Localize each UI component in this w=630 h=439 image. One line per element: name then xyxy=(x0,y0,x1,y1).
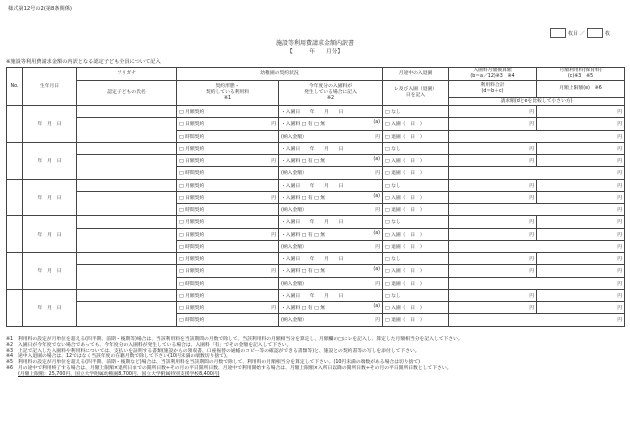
birth-date-field[interactable]: 年 月 日 xyxy=(23,216,77,253)
document-title: 施設等利用費請求金額内訳書 xyxy=(275,40,354,47)
mid-none: □ なし xyxy=(383,289,449,301)
fee-paid: (納入金額） 円 xyxy=(279,167,383,179)
mid-none: □ なし xyxy=(383,106,449,118)
calc-d-field[interactable]: 円 xyxy=(449,302,537,314)
child-name-field[interactable] xyxy=(77,302,177,327)
child-name-field[interactable] xyxy=(77,155,177,180)
birth-date-field[interactable]: 年 月 日 xyxy=(23,253,77,290)
calc-b-field[interactable]: 円 xyxy=(449,106,537,118)
contract-hourly: □ 時間契約 xyxy=(177,277,279,289)
upper-e-field[interactable]: 円 xyxy=(537,118,625,130)
contract-monthly: □ 月額契約 xyxy=(177,289,279,301)
claim-field[interactable]: 円 xyxy=(449,204,625,216)
fee-date[interactable]: ・入園日 年 月 日 xyxy=(279,106,383,118)
fee-date[interactable]: ・入園日 年 月 日 xyxy=(279,289,383,301)
contract-hourly: □ 時間契約 xyxy=(177,130,279,142)
top-note: ※施設等利用費請求金額の内訳となる認定子ども全員について記入 xyxy=(6,59,161,65)
header-upper-e: 月額上限額(e) ※6 xyxy=(537,81,625,98)
fee-paid: (納入金額） 円 xyxy=(279,130,383,142)
upper-c-field[interactable]: 円 xyxy=(537,179,625,191)
child-name-field[interactable] xyxy=(77,118,177,143)
breakdown-table xyxy=(6,67,625,327)
claim-field[interactable]: 円 xyxy=(449,130,625,142)
contract-daily: □ 日額契約 円 xyxy=(177,118,279,130)
footnote-key: ※6 xyxy=(6,365,14,371)
birth-date-field[interactable]: 年 月 日 xyxy=(23,289,77,326)
fee-amount: ・入園料 □ 有 □ 無 (a) xyxy=(279,155,383,167)
fee-date[interactable]: ・入園日 年 月 日 xyxy=(279,179,383,191)
child-row xyxy=(7,142,625,154)
furigana-field[interactable] xyxy=(77,179,177,191)
furigana-field[interactable] xyxy=(77,216,177,228)
furigana-field[interactable] xyxy=(77,142,177,154)
contract-monthly: □ 月額契約 xyxy=(177,106,279,118)
footnote-key: ※1 xyxy=(6,337,14,342)
footnote-text: 利用料の設定が月単位を超える(四半期、前期・後期等)場合は、当該利用料を当該期間の月数で除して、当該利用料の月額相当分を算定し、月額欄の□にレを記入し、算定した月額相当分を記入して下さい。 xyxy=(18,337,463,342)
calc-d-field[interactable]: 円 xyxy=(449,191,537,203)
calc-b-field[interactable]: 円 xyxy=(449,289,537,301)
contract-hourly: □ 時間契約 xyxy=(177,204,279,216)
page-counter: 枚目 ／ 枚 xyxy=(550,28,610,38)
footnote-text: 月の途中で利用終了する場合は、月額上限額×退所日までの開所日数÷その月の平日開所日数、月途中で利用開始する場合は、月額上限額×入所日以降の開所日数÷その月の平日開所日数として下さい。 xyxy=(18,365,452,371)
child-row xyxy=(7,253,625,265)
upper-c-field[interactable]: 円 xyxy=(537,142,625,154)
total-sheets-field[interactable] xyxy=(587,28,603,38)
footnote-text: (月額上限額：25,700円、国立大学附属幼稚園8,700円、国立大学附属特別支援学校8,400円) xyxy=(18,371,220,377)
birth-date-field[interactable]: 年 月 日 xyxy=(23,142,77,179)
fee-date[interactable]: ・入園日 年 月 日 xyxy=(279,216,383,228)
footnote xyxy=(6,372,624,378)
upper-e-field[interactable]: 円 xyxy=(537,302,625,314)
mid-enter: □ 入園（ 日 ） xyxy=(383,155,449,167)
calc-d-field[interactable]: 円 xyxy=(449,265,537,277)
fee-paid: (納入金額） 円 xyxy=(279,314,383,326)
mid-enter: □ 入園（ 日 ） xyxy=(383,265,449,277)
header-calc-d: 利用料合計 (d＝b＋c) xyxy=(449,81,537,98)
calc-d-field[interactable]: 円 xyxy=(449,118,537,130)
furigana-field[interactable] xyxy=(77,106,177,118)
contract-daily: □ 日額契約 円 xyxy=(177,302,279,314)
mid-enter: □ 入園（ 日 ） xyxy=(383,191,449,203)
fee-amount: ・入園料 □ 有 □ 無 (a) xyxy=(279,265,383,277)
calc-d-field[interactable]: 円 xyxy=(449,228,537,240)
contract-daily: □ 日額契約 円 xyxy=(177,265,279,277)
upper-c-field[interactable]: 円 xyxy=(537,253,625,265)
mid-enter: □ 入園（ 日 ） xyxy=(383,118,449,130)
header-furigana: フリガナ xyxy=(77,68,177,81)
mid-leave: □ 退園（ 日 ） xyxy=(383,167,449,179)
child-row xyxy=(7,106,625,118)
calc-b-field[interactable]: 円 xyxy=(449,142,537,154)
footnote-key: ※4 xyxy=(6,354,14,360)
fee-paid: (納入金額） 円 xyxy=(279,277,383,289)
contract-monthly: □ 月額契約 xyxy=(177,142,279,154)
total-label: 枚 xyxy=(604,30,610,37)
footnote-text: 利用料の設定が月単位を超える(四半期、前期・後期など)場合は、当該利用料を当該期間の月数で除して、利用料の月額相当分を算定して下さい。(10円未満の端数がある場合は切り捨て) xyxy=(18,360,421,366)
child-name-field[interactable] xyxy=(77,265,177,290)
mid-enter: □ 入園（ 日 ） xyxy=(383,302,449,314)
claim-field[interactable]: 円 xyxy=(449,240,625,252)
child-name-field[interactable] xyxy=(77,191,177,216)
claim-field[interactable]: 円 xyxy=(449,314,625,326)
mid-none: □ なし xyxy=(383,216,449,228)
contract-daily: □ 日額契約 円 xyxy=(177,191,279,203)
upper-e-field[interactable]: 円 xyxy=(537,155,625,167)
footnote-key: ※2 xyxy=(6,342,14,348)
header-enroll-fee: 今年度分の入園料が 発生している場合に記入 ※2 xyxy=(279,81,383,106)
upper-c-field[interactable]: 円 xyxy=(537,289,625,301)
mid-leave: □ 退園（ 日 ） xyxy=(383,277,449,289)
contract-hourly: □ 時間契約 xyxy=(177,314,279,326)
fee-paid: (納入金額） 円 xyxy=(279,240,383,252)
footnote-key: ※5 xyxy=(6,360,14,366)
row-number xyxy=(7,106,23,143)
row-number xyxy=(7,179,23,216)
header-calc-b: 入園料月額換算額 (b＝a／12)※3 ※4 xyxy=(449,68,537,81)
header-claim: 請求額(dとeを比較して小さい方) xyxy=(449,98,625,106)
mid-none: □ なし xyxy=(383,253,449,265)
row-number xyxy=(7,216,23,253)
contract-monthly: □ 月額契約 xyxy=(177,179,279,191)
mid-enter: □ 入園（ 日 ） xyxy=(383,228,449,240)
furigana-field[interactable] xyxy=(77,289,177,301)
mid-leave: □ 退園（ 日 ） xyxy=(383,314,449,326)
mid-leave: □ 退園（ 日 ） xyxy=(383,130,449,142)
furigana-field[interactable] xyxy=(77,253,177,265)
mid-none: □ なし xyxy=(383,179,449,191)
upper-e-field[interactable]: 円 xyxy=(537,228,625,240)
claim-field[interactable]: 円 xyxy=(449,277,625,289)
fee-paid: (納入金額） 円 xyxy=(279,204,383,216)
contract-daily: □ 日額契約 円 xyxy=(177,155,279,167)
upper-c-field[interactable]: 円 xyxy=(537,216,625,228)
contract-monthly: □ 月額契約 xyxy=(177,216,279,228)
calc-d-field[interactable]: 円 xyxy=(449,155,537,167)
row-number xyxy=(7,142,23,179)
calc-b-field[interactable]: 円 xyxy=(449,253,537,265)
fee-amount: ・入園料 □ 有 □ 無 (a) xyxy=(279,302,383,314)
child-name-field[interactable] xyxy=(77,228,177,253)
sheet-number-field[interactable] xyxy=(550,28,566,38)
footnote-text: 入園日が今年度でない場合であっても、今年度分の入園料が発生している場合は、入園料「有」でその金額を記入して下さい。 xyxy=(18,342,292,348)
footnote-key xyxy=(6,372,18,378)
header-mid-detail: レ及び入園（退園） 日を記入 xyxy=(383,81,449,106)
child-row xyxy=(7,289,625,301)
document-month: 【 年 月分】 xyxy=(287,49,343,55)
upper-c-field[interactable]: 円 xyxy=(537,106,625,118)
header-no: No. xyxy=(7,68,23,106)
mid-leave: □ 退園（ 日 ） xyxy=(383,204,449,216)
header-contract-form: 契約形態・ 契約している利用料 ※1 xyxy=(177,81,279,106)
row-number xyxy=(7,253,23,290)
mid-leave: □ 退園（ 日 ） xyxy=(383,240,449,252)
contract-daily: □ 日額契約 円 xyxy=(177,228,279,240)
calc-b-field[interactable]: 円 xyxy=(449,216,537,228)
row-number xyxy=(7,289,23,326)
child-row xyxy=(7,216,625,228)
footnote-text: 途中入退園の場合は、12ではなく当該年度の在籍月数で除して下さい(10円未満の端数切り捨て)。 xyxy=(18,354,231,360)
upper-e-field[interactable]: 円 xyxy=(537,191,625,203)
footnote-text: 上記で記入した入園料や利用料については、支払いを証明する書類(施設からの領収書、口座振替の通帳のコピー等の確認ができる書類等)と、施設との契約書等の写しを添付して下さい。 xyxy=(18,348,420,354)
header-upper-c: 月額利用料(保育料) (c)※3 ※5 xyxy=(537,68,625,81)
fee-date[interactable]: ・入園日 年 月 日 xyxy=(279,253,383,265)
fee-amount: ・入園料 □ 有 □ 無 (a) xyxy=(279,191,383,203)
header-birth: 生年月日 xyxy=(23,68,77,106)
upper-e-field[interactable]: 円 xyxy=(537,265,625,277)
header-child-name: 認定子どもの氏名 xyxy=(77,81,177,106)
claim-field[interactable]: 円 xyxy=(449,167,625,179)
birth-date-field[interactable]: 年 月 日 xyxy=(23,106,77,143)
contract-hourly: □ 時間契約 xyxy=(177,167,279,179)
calc-b-field[interactable]: 円 xyxy=(449,179,537,191)
birth-date-field[interactable]: 年 月 日 xyxy=(23,179,77,216)
fee-amount: ・入園料 □ 有 □ 無 (a) xyxy=(279,118,383,130)
contract-monthly: □ 月額契約 xyxy=(177,253,279,265)
fee-amount: ・入園料 □ 有 □ 無 (a) xyxy=(279,228,383,240)
mid-none: □ なし xyxy=(383,142,449,154)
header-mid-group: 月途中の入退園 xyxy=(383,68,449,81)
header-contract-group: 幼稚園の契約状況 xyxy=(177,68,383,81)
contract-hourly: □ 時間契約 xyxy=(177,240,279,252)
footnote-key: ※3 xyxy=(6,348,14,354)
fee-date[interactable]: ・入園日 年 月 日 xyxy=(279,142,383,154)
sheet-label: 枚目 xyxy=(567,30,578,37)
form-number: 様式第12号の2(第8条関係) xyxy=(8,6,72,12)
child-row xyxy=(7,179,625,191)
footnotes xyxy=(6,337,624,378)
